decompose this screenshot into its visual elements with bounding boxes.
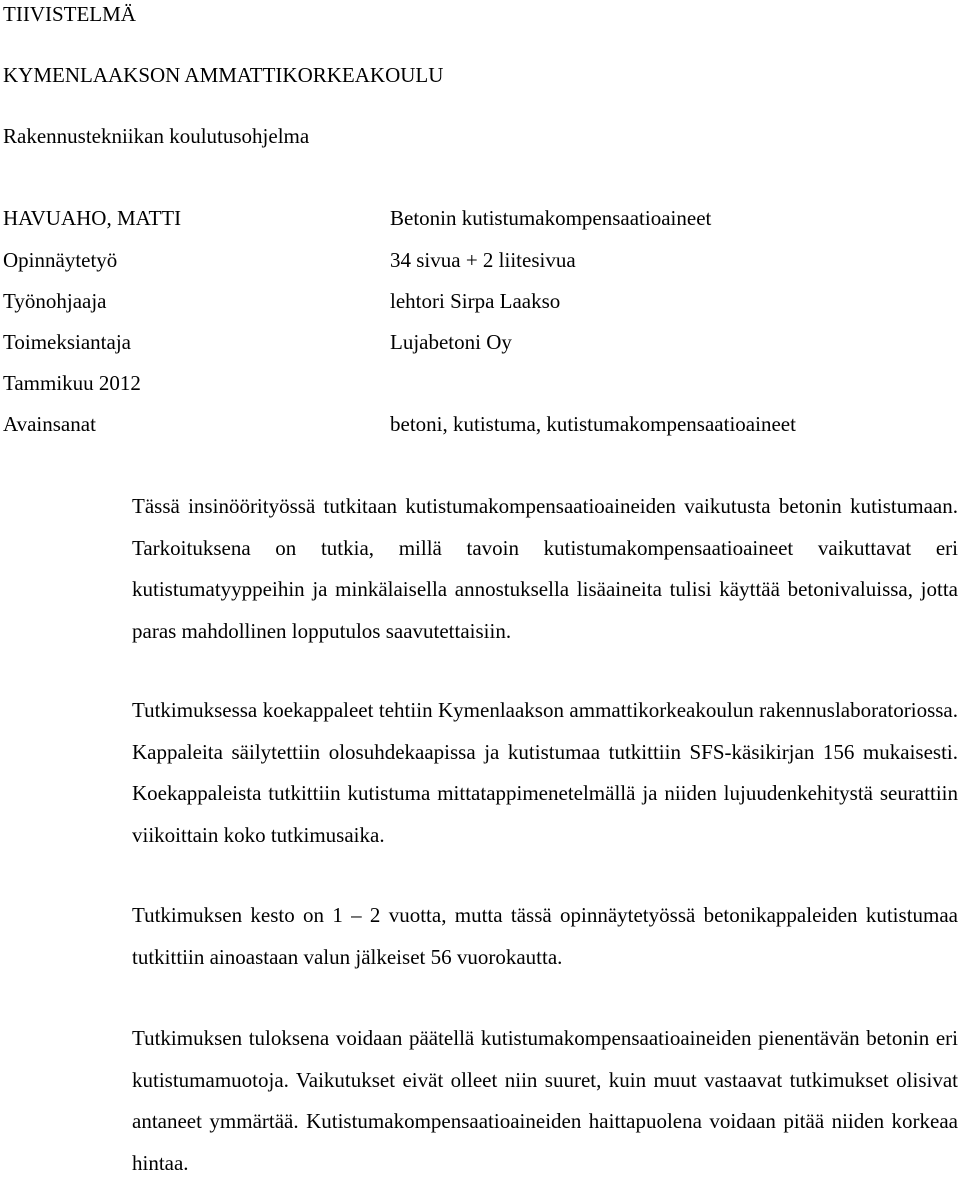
page-count: 34 sivua + 2 liitesivua	[390, 248, 576, 272]
supervisor-name: lehtori Sirpa Laakso	[390, 289, 561, 313]
thesis-title: Betonin kutistumakompensaatioaineet	[390, 206, 712, 230]
supervisor-label: Työnohjaaja	[3, 289, 107, 313]
abstract-paragraph-1: Tässä insinöörityössä tutkitaan kutistumakompensaatioaineiden vaikutusta betonin kutistumaan. Tarkoituksena on tutkia, millä tavoin kutistumakompensaatioaineet vaikuttavat eri kutistumatyyppeihin ja minkälaisella annostuksella lisäaineita tulisi käyttää betonivaluissa, jotta paras mahdollinen lopputulos saavutettaisiin.	[132, 494, 958, 643]
program-name: Rakennustekniikan koulutusohjelma	[3, 124, 310, 148]
institution-name: KYMENLAAKSON AMMATTIKORKEAKOULU	[3, 63, 444, 87]
commissioner-name: Lujabetoni Oy	[390, 330, 512, 354]
abstract-paragraph-2: Tutkimuksessa koekappaleet tehtiin Kymenlaakson ammattikorkeakoulun rakennuslaboratoriossa. Kappaleita säilytettiin olosuhdekaapissa ja kutistumaa tutkittiin SFS-käsikirjan 156 mukaisesti. Koekappaleista tutkittiin kutistuma mittatappimenetelmällä ja niiden lujuudenkehitystä seurattiin viikoittain koko tutkimusaika.	[132, 698, 958, 847]
keywords-list: betoni, kutistuma, kutistumakompensaatioaineet	[390, 412, 796, 436]
abstract-paragraph-3: Tutkimuksen kesto on 1 – 2 vuotta, mutta tässä opinnäytetyössä betonikappaleiden kutistumaa tutkittiin ainoastaan valun jälkeiset 56 vuorokautta.	[132, 903, 958, 969]
keywords-label: Avainsanat	[3, 412, 96, 436]
author-name: HAVUAHO, MATTI	[3, 206, 182, 230]
thesis-date: Tammikuu 2012	[3, 371, 141, 395]
abstract-paragraph-4: Tutkimuksen tuloksena voidaan päätellä kutistumakompensaatioaineiden pienentävän betonin eri kutistumamuotoja. Vaikutukset eivät olleet niin suuret, kuin muut vastaavat tutkimukset olisivat antaneet ymmärtää. Kutistumakompensaatioaineiden haittapuolena voidaan pitää niiden korkeaa hintaa.	[132, 1026, 958, 1175]
page-title: TIIVISTELMÄ	[3, 2, 136, 26]
commissioner-label: Toimeksiantaja	[3, 330, 131, 354]
thesis-type-label: Opinnäytetyö	[3, 248, 118, 272]
